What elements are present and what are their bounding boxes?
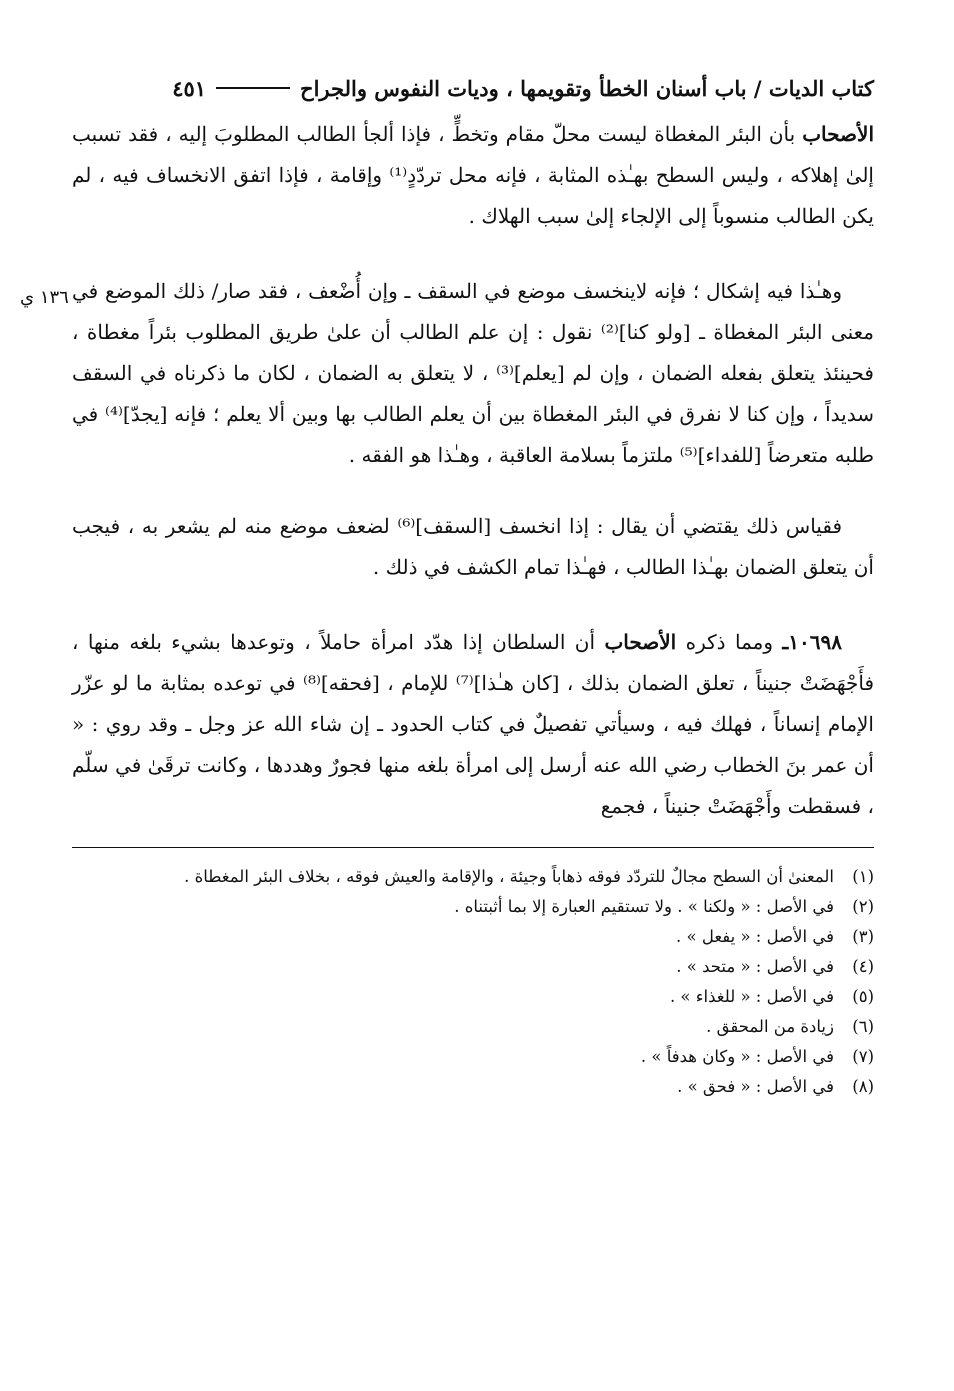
bold-term: الأصحاب — [802, 122, 874, 146]
footnote-item — [72, 952, 874, 982]
paragraph-2: وهـٰذا فيه إشكال ؛ فإنه لاينخسف موضع في السقف ـ وإن أُضْعف ، فقد صار/ ذلك الموضع في معنى البئر المغطاة ـ [ولو كنا]⁽²⁾ نقول : إن علم الطالب أن علىٰ طريق المطلوب بئراً مغطاة ، فحينئذ يتعلق بفعله الضمان ، وإن لم [يعلم]⁽³⁾ ، لا يتعلق به الضمان ، لكان ما ذكرناه في السقف سديداً ، وإن كنا لا نفرق في البئر المغطاة بين أن يعلم الطالب بها وبين ألا يعلم ؛ فإنه [يجدّ]⁽⁴⁾ في طلبه متعرضاً [للفداء]⁽⁵⁾ ملتزماً بسلامة العاقبة ، وهـٰذا هو الفقه . — [72, 279, 874, 467]
footnote-number: (١) — [852, 867, 874, 886]
margin-note: ١٣٦ ي — [20, 287, 69, 308]
footnote-separator — [72, 847, 874, 848]
footnote-number: (٤) — [852, 957, 874, 976]
paragraph-text: ومما ذكره — [676, 630, 783, 654]
paragraph-text: أن السلطان إذا هدّد امرأة حاملاً ، وتوعدها بشيء بلغه منها ، فأَجْهَضَتْ جنيناً ، تعلق الضمان بذلك ، [كان هـٰذا]⁽⁷⁾ للإمام ، [فحقه]⁽⁸⁾ في توعده بمثابة ما لو عزّر الإمام إنساناً ، فهلك فيه ، وسيأتي تفصيلٌ في كتاب الحدود ـ إن شاء الله عز وجل ـ وقد روي : « أن عمر بنَ الخطاب رضي الله عنه أرسل إلى امرأة بلغه منها فجورٌ وهددها ، وكانت ترقَىٰ في سلّم ، فسقطت وأَجْهَضَتْ جنيناً ، فجمع — [72, 630, 874, 818]
footnote-text: في الأصل : « فحق » . — [677, 1077, 834, 1096]
footnote-number: (٨) — [852, 1077, 874, 1096]
footnote-item — [72, 982, 874, 1012]
paragraph-4 — [72, 622, 874, 827]
footnote-item — [72, 1042, 874, 1072]
paragraph-text: بأن البئر المغطاة ليست محلّ مقام وتخطٍّ ، فإذا ألجأ الطالب المطلوبَ إليه ، فقد تسبب إلىٰ إهلاكه ، وليس السطح بهـٰذه المثابة ، فإنه محل تردّدٍ⁽¹⁾ وإقامة ، فإذا اتفق الانخساف فيه ، لم يكن الطالب منسوباً إلى الإلجاء إلىٰ سبب الهلاك . — [72, 122, 874, 228]
header-rule — [216, 87, 290, 89]
footnote-item — [72, 892, 874, 922]
paragraph-1 — [72, 114, 874, 237]
footnote-item — [72, 862, 874, 892]
footnote-item — [72, 1072, 874, 1102]
paragraph-3: فقياس ذلك يقتضي أن يقال : إذا انخسف [السقف]⁽⁶⁾ لضعف موضع منه لم يشعر به ، فيجب أن يتعلق الضمان بهـٰذا الطالب ، فهـٰذا تمام الكشف في ذلك . — [72, 514, 874, 579]
footnote-number: (٦) — [852, 1017, 874, 1036]
issue-number: ١٠٦٩٨ـ — [782, 630, 842, 654]
footnote-text: المعنىٰ أن السطح مجالٌ للتردّد فوقه ذهاباً وجيئة ، والإقامة والعيش فوقه ، بخلاف البئر المغطاة . — [184, 867, 834, 886]
footnote-text: في الأصل : « للغذاء » . — [669, 987, 834, 1006]
footnotes — [72, 862, 874, 1102]
footnote-text: زيادة من المحقق . — [706, 1017, 834, 1036]
footnote-number: (٣) — [852, 927, 874, 946]
footnote-item — [72, 1012, 874, 1042]
footnote-number: (٧) — [852, 1047, 874, 1066]
footnote-text: في الأصل : « ولكنا » . ولا تستقيم العبارة إلا بما أثبتناه . — [454, 897, 834, 916]
footnote-item — [72, 922, 874, 952]
page-number: ٤٥١ — [172, 75, 207, 101]
footnote-number: (٥) — [852, 987, 874, 1006]
header-title: كتاب الديات / باب أسنان الخطأ وتقويمها ، وديات النفوس والجراح — [300, 75, 874, 101]
footnote-text: في الأصل : « وكان هدفاً » . — [640, 1047, 834, 1066]
running-header — [72, 62, 874, 114]
footnote-number: (٢) — [852, 897, 874, 916]
footnote-text: في الأصل : « يفعل » . — [676, 927, 834, 946]
page-body — [72, 62, 874, 1102]
bold-term: الأصحاب — [604, 630, 677, 654]
footnote-text: في الأصل : « متحد » . — [676, 957, 834, 976]
